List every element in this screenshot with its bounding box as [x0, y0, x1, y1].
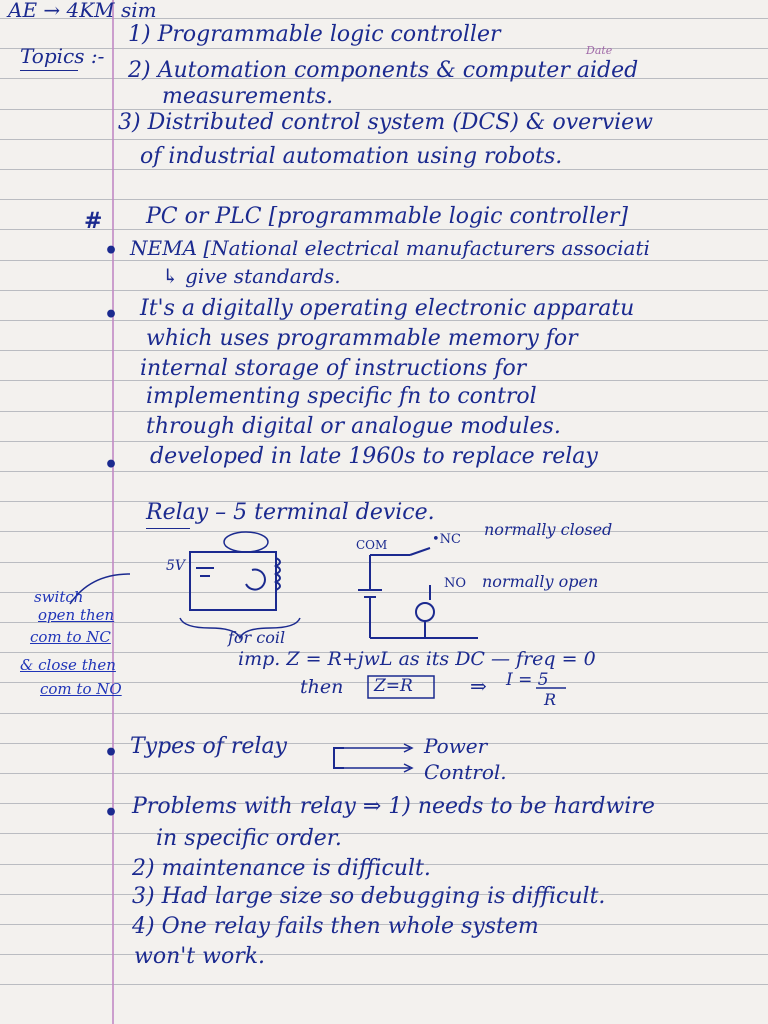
nc-label: •NC [432, 532, 461, 547]
type-power: Power [424, 734, 488, 758]
developed-line: developed in late 1960s to replace relay [150, 444, 598, 469]
coil-loop [246, 570, 265, 590]
topic-3-cont: of industrial automation using robots. [140, 144, 563, 169]
topics-label: Topics :- [20, 44, 105, 68]
boxed-result-text: Z=R [374, 676, 413, 696]
current-formula: I = 5 [506, 670, 549, 690]
topic-3: 3) Distributed control system (DCS) & overview [118, 110, 654, 135]
course-title: AE → 4KM sim [8, 0, 157, 22]
type-control: Control. [424, 760, 507, 784]
def-line-1: It's a digitally operating electronic apparatu [140, 296, 635, 321]
supply-label: 5V [166, 558, 186, 574]
coil-label: for coil [228, 628, 286, 647]
types-bracket [334, 748, 344, 768]
def-line-3: internal storage of instructions for [140, 356, 527, 381]
bullet: • [104, 740, 119, 766]
motor-symbol [416, 603, 434, 621]
relay-heading: Relay – 5 terminal device. [146, 500, 435, 525]
def-line-4: implementing specific fn to control [146, 384, 537, 409]
bullet: • [104, 302, 119, 328]
problems-label: Problems with relay ⇒ 1) needs to be hardwire [132, 794, 655, 819]
problem-line-4: 4) One relay fails then whole system [132, 914, 539, 939]
switch-arm [410, 548, 430, 555]
terminal-loop [224, 532, 268, 552]
implies-arrow: ⇒ [470, 674, 487, 698]
problem-line-5: won't work. [134, 944, 266, 969]
nema-line: NEMA [National electrical manufacturers associati [130, 236, 650, 260]
problem-line-1: in specific order. [156, 826, 342, 851]
bullet: • [104, 238, 119, 264]
bullet: • [104, 800, 119, 826]
problem-line-2: 2) maintenance is difficult. [132, 856, 431, 881]
nc-description: normally closed [484, 520, 613, 539]
impedance-line: imp. Z = R+jwL as its DC — freq = 0 [238, 648, 596, 670]
switch-note-5: com to NO [40, 680, 122, 698]
def-line-2: which uses programmable memory for [146, 326, 578, 351]
plc-heading: PC or PLC [programmable logic controller] [146, 204, 628, 229]
switch-note-2: open then [38, 606, 115, 624]
switch-note-3: com to NC [30, 628, 111, 646]
section-hash: # [84, 208, 103, 234]
nema-sub: ↳ give standards. [162, 264, 341, 288]
problem-line-3: 3) Had large size so debugging is difficult. [132, 884, 606, 909]
current-denominator: R [544, 690, 557, 709]
topic-1: 1) Programmable logic controller [128, 22, 501, 47]
types-label: Types of relay [130, 734, 287, 759]
coil-circuit-box [190, 552, 276, 610]
topic-2-cont: measurements. [162, 84, 334, 109]
no-label: NO [444, 576, 467, 591]
def-line-5: through digital or analogue modules. [146, 414, 561, 439]
switch-note-1: switch [34, 588, 84, 606]
bullet: • [104, 452, 119, 478]
topic-2: 2) Automation components & computer aided [128, 58, 639, 83]
no-description: normally open [482, 572, 599, 591]
then-label: then [300, 676, 344, 698]
com-label: COM [356, 538, 388, 552]
date-label: Date [586, 44, 613, 57]
switch-note-4: & close then [20, 656, 116, 674]
